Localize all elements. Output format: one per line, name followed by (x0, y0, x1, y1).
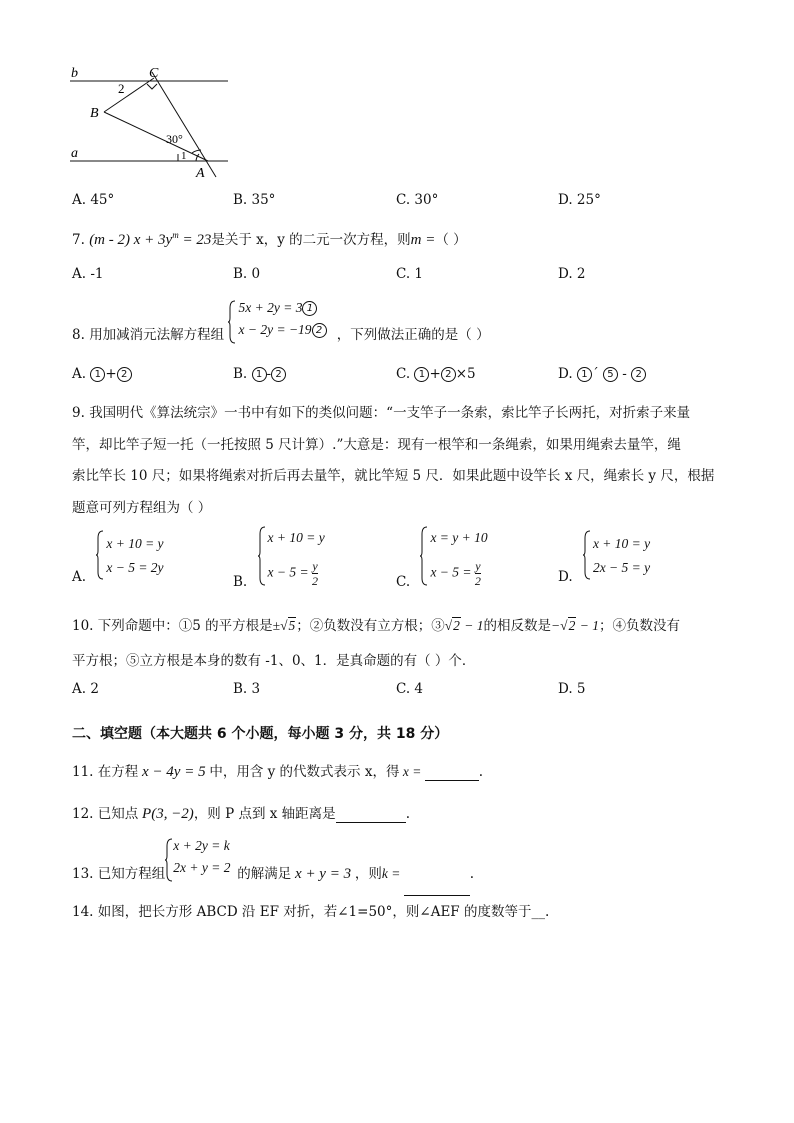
geometry-figure (68, 64, 238, 184)
q7-number: 7. (72, 232, 85, 248)
q12-answer-blank[interactable] (336, 808, 406, 823)
question-8 (72, 300, 490, 344)
q6-option-d[interactable]: D. 25° (558, 192, 601, 208)
q8-option-c[interactable]: C. 1 + 2 ×5 (396, 366, 476, 382)
question-7 (72, 228, 467, 249)
section-2-heading: 二、填空题（本大题共 6 个小题，每小题 3 分，共 18 分） (72, 726, 449, 742)
q9-line-1: 9. 我国明代《算法统宗》一书中有如下的类似问题：“一支竿子一条索，索比竿子长两托，对折索子来量 (72, 405, 691, 421)
q8-pre: 用加减消元法解方程组 (89, 326, 225, 343)
right-angle-mark (147, 84, 157, 89)
q9-option-c[interactable]: C. x = y + 10 x − 5 = $\frac{y}{2}$ (396, 526, 500, 588)
segment-BA (104, 112, 208, 161)
q7-option-b[interactable]: B. 0 (233, 266, 261, 282)
label-b: b (71, 66, 78, 81)
q6-option-b[interactable]: B. 35° (233, 192, 276, 208)
label-2: 2 (118, 81, 125, 96)
question-12: 12. 已知点 P(3, −2)，则 P 点到 x 轴距离是 . (72, 806, 410, 822)
q8-option-d[interactable]: D. 1 ´ 5 - 2 (558, 366, 646, 382)
q10-option-a[interactable]: A. 2 (72, 681, 99, 697)
question-14: 14. 如图，把长方形 ABCD 沿 EF 对折，若∠1=50°，则∠AEF 的度数等于__. (72, 904, 550, 920)
q8-system: 5x + 2y = 3 1 x − 2y = −19 2 (228, 300, 328, 344)
q9-option-d[interactable]: D. x + 10 = y 2x − 5 = y (558, 530, 663, 582)
segment-BC (104, 78, 154, 112)
q7-option-d[interactable]: D. 2 (558, 266, 586, 282)
q9-option-a[interactable]: A. x + 10 = y x − 5 = 2y (72, 530, 176, 582)
q8-number: 8. (72, 326, 85, 343)
q7-text: 是关于 x，y 的二元一次方程，则 (211, 232, 411, 248)
q10-option-b[interactable]: B. 3 (233, 681, 261, 697)
q6-option-a[interactable]: A. 45° (72, 192, 115, 208)
label-1: 1 (181, 150, 187, 162)
label-C: C (149, 66, 159, 81)
q13-answer-blank[interactable] (404, 881, 470, 896)
label-A: A (196, 166, 205, 181)
q9-line-2: 竿，却比竿子短一托（一托按照 5 尺计算）.”大意是：现有一根竿和一条绳索，如果用绳索去量竿，绳 (72, 437, 681, 453)
question-11: 11. 在方程 x − 4y = 5 中，用含 y 的代数式表示 x，得 x = . (72, 764, 483, 780)
q10-line-1: 10. 下列命题中：①5 的平方根是±√5；②负数没有立方根；③√2 − 1的相反数是−√2 − 1；④负数没有 (72, 618, 680, 634)
label-30: 30° (166, 132, 183, 146)
q9-line-4: 题意可列方程组为（ ） (72, 500, 212, 516)
q8-option-a[interactable]: A. 1 + 2 (72, 366, 132, 382)
q10-line-2: 平方根；⑤立方根是本身的数有 -1、0、1．是真命题的有（ ）个． (72, 653, 476, 669)
q7-equation: (m - 2) $x + 3y^m = 23$ (89, 230, 212, 248)
q7-option-a[interactable]: A. -1 (72, 266, 104, 282)
q7-m: m = (410, 232, 436, 248)
q6-option-c[interactable]: C. 30° (396, 192, 439, 208)
angle-30-arc (192, 150, 201, 153)
q8-option-b[interactable]: B. 1 - 2 (233, 366, 286, 382)
label-a: a (71, 146, 78, 161)
question-13: 13. 已知方程组 x + 2y = k 2x + y = 2 的解满足 x + y = 3 ，则k = . (72, 838, 474, 884)
q11-answer-blank[interactable] (425, 766, 479, 781)
q8-post: ，下列做法正确的是（ ） (336, 326, 490, 343)
q7-option-c[interactable]: C. 1 (396, 266, 424, 282)
q7-tail: （ ） (435, 232, 467, 248)
q9-option-b[interactable]: B. x + 10 = y x − 5 = $\frac{y}{2}$ (233, 526, 338, 588)
label-B: B (90, 106, 99, 121)
q9-line-3: 索比竿长 10 尺；如果将绳索对折后再去量竿，就比竿短 5 尺．如果此题中设竿长 x 尺，绳索长 y 尺，根据 (72, 468, 715, 484)
q10-option-c[interactable]: C. 4 (396, 681, 424, 697)
q10-option-d[interactable]: D. 5 (558, 681, 586, 697)
